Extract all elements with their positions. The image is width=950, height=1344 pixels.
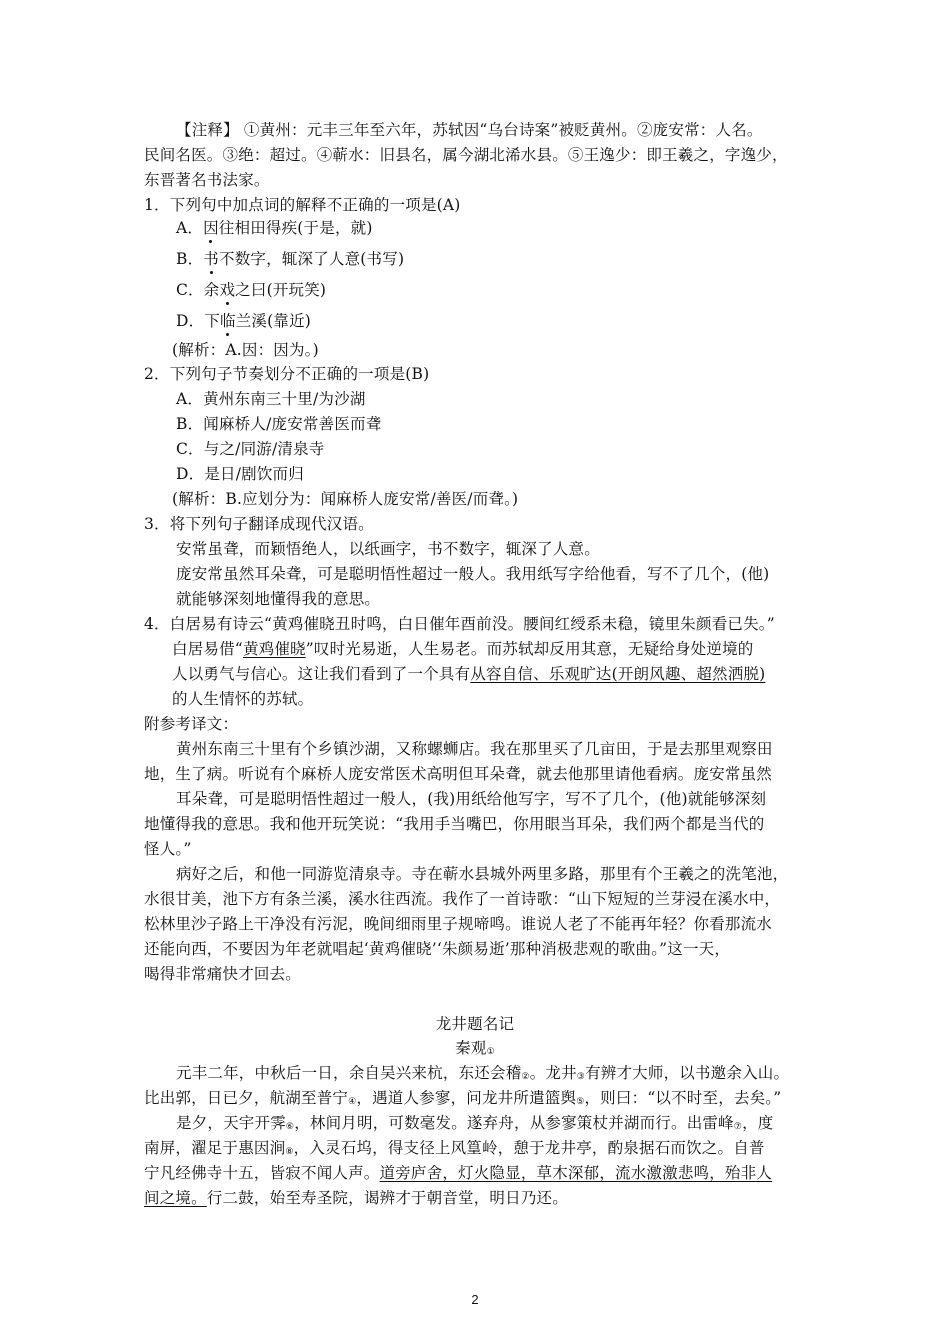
- dotted-word: 书: [203, 247, 219, 271]
- reference-line: 黄州东南三十里有个乡镇沙湖，又称螺蛳店。我在那里买了几亩田，于是去那里观察田: [176, 740, 773, 758]
- question-2-analysis: (解析：B.应划分为：闻麻桥人庞安常/善医/而聋。): [172, 490, 519, 508]
- essay-text: ，度: [742, 1114, 774, 1132]
- option-label: B．: [176, 250, 204, 268]
- reference-line: 水很甘美，池下方有条兰溪，溪水往西流。我作了一首诗歌：“山下短短的兰芽浸在溪水中，: [144, 890, 781, 908]
- page-number: 2: [471, 1292, 479, 1307]
- essay-line-2: [144, 1086, 781, 1114]
- note-line-3: 东晋著名书法家。: [144, 171, 270, 189]
- option-label: C．余: [176, 281, 220, 299]
- question-2-option-b: B．闻麻桥人/庞安常善医而聋: [176, 415, 382, 433]
- essay-text: ，林间月明，可数毫发。遂弃舟，从参寥策杖并湖而行。出雷峰: [294, 1114, 734, 1132]
- reference-line: 松林里沙子路上干净没有污泥，晚间细雨里子规啼鸣。谁说人老了不能再年轻？你看那流水: [144, 915, 773, 933]
- essay-text: 南屏，濯足于惠因涧: [144, 1139, 286, 1157]
- footnote-marker: ④: [348, 1097, 357, 1107]
- question-2-option-a: A．黄州东南三十里/为沙湖: [176, 390, 366, 408]
- essay-line-4: [144, 1136, 765, 1164]
- essay-line-3: [176, 1111, 773, 1139]
- question-4-answer-line-1: [172, 637, 753, 661]
- underlined-answer: 黄鸡催晓: [242, 640, 306, 658]
- option-text: 不数字，辄深了人意(书写): [219, 250, 405, 268]
- essay-text: 元丰二年，中秋后一日，余自吴兴来杭，东还会稽: [176, 1064, 522, 1082]
- reference-line: 病好之后，和他一同游览清泉寺。寺在蕲水县城外两里多路，那里有个王羲之的洗笔池，: [176, 865, 789, 883]
- essay-text: 是夕，天宇开霁: [176, 1114, 286, 1132]
- reference-line: 还能向西，不要因为年老就唱起‘黄鸡催晓’‘朱颜易逝’那种消极悲观的歌曲。”这一天，: [144, 940, 731, 958]
- essay-text: 比出郭，日已夕，航湖至普宁: [144, 1089, 349, 1107]
- question-3-stem: 3．将下列句子翻译成现代汉语。: [144, 515, 374, 533]
- question-1-analysis: (解析：A.因：因为。): [172, 341, 319, 359]
- essay-text: 。龙井: [529, 1064, 577, 1082]
- question-4-answer-line-3: 的人生情怀的苏轼。: [172, 690, 314, 708]
- reference-title: 附参考译文：: [144, 715, 239, 733]
- essay-text: 有辨才大师，以书邀余入山。: [585, 1064, 790, 1082]
- option-text: 兰溪(靠近): [235, 312, 312, 330]
- essay-text: 宁凡经佛寺十五，皆寂不闻人声。: [144, 1164, 380, 1182]
- essay-author: [0, 1036, 950, 1064]
- answer-text: 人以勇气与信心。这让我们看到了一个具有: [172, 665, 471, 683]
- option-text: 往相田得疾(于是，就): [218, 219, 373, 237]
- answer-text: ”叹时光易逝，人生易老。而苏轼却反用其意，无疑给身处逆境的: [305, 640, 754, 658]
- essay-text: 行二鼓，始至寿圣院，谒辨才于朝音堂，明日乃还。: [206, 1189, 568, 1207]
- footnote-marker: ③: [576, 1072, 586, 1082]
- question-2-option-c: C．与之/同游/清泉寺: [176, 440, 325, 458]
- footnote-marker: ⑦: [733, 1122, 743, 1132]
- author-name: 秦观: [455, 1039, 487, 1057]
- note-line-1: 【注释】 ①黄州：元丰三年至六年，苏轼因“乌台诗案”被贬黄州。②庞安常：人名。: [176, 121, 763, 139]
- question-3-answer-line-2: 就能够深刻地懂得我的意思。: [176, 590, 381, 608]
- question-4-answer-line-2: [172, 662, 765, 686]
- underlined-passage: 道旁庐舍，灯火隐显，草木深郁，流水激激悲鸣，殆非人: [379, 1164, 773, 1182]
- question-1-option-a: [176, 216, 373, 240]
- question-1-stem: 1．下列句中加点词的解释不正确的一项是(A): [144, 196, 461, 214]
- question-2-option-d: D．是日/剧饮而归: [176, 465, 304, 483]
- essay-line-1: [176, 1061, 789, 1089]
- essay-line-6: [144, 1186, 568, 1210]
- footnote-marker: ⑧: [285, 1147, 294, 1157]
- footnote-marker: ②: [521, 1072, 530, 1082]
- note-line-2: 民间名医。③绝：超过。④蕲水：旧县名，属今湖北浠水县。⑤王逸少：即王羲之，字逸少，: [144, 146, 788, 164]
- option-text: 之曰(开玩笑): [235, 281, 327, 299]
- answer-text: 白居易借“: [172, 640, 243, 658]
- essay-line-5: [144, 1161, 772, 1185]
- dotted-word: 临: [220, 309, 236, 333]
- question-4-stem: 4．白居易有诗云“黄鸡催晓丑时鸣，白日催年酉前没。腰间红绶系未稳，镜里朱颜看已失。”: [144, 615, 775, 633]
- essay-title: 龙井题名记: [435, 1015, 515, 1033]
- question-3-answer-line-1: 庞安常虽然耳朵聋，可是聪明悟性超过一般人。我用纸写字给他看，写不了几个，(他): [176, 565, 770, 583]
- reference-line: 地懂得我的意思。我和他开玩笑说：“我用手当嘴巴，你用眼当耳朵，我们两个都是当代的: [144, 815, 765, 833]
- question-1-option-c: [176, 278, 326, 302]
- underlined-passage: 间之境。: [144, 1189, 207, 1207]
- dotted-word: 戏: [219, 278, 235, 302]
- option-label: A．: [176, 219, 204, 237]
- footnote-marker: ⑥: [285, 1122, 295, 1132]
- reference-line: 喝得非常痛快才回去。: [144, 965, 302, 983]
- reference-line: 怪人。”: [144, 840, 192, 858]
- reference-line: 耳朵聋，可是聪明悟性超过一般人，(我)用纸给他写字，写不了几个，(他)就能够深刻: [176, 790, 767, 808]
- dotted-word: 因: [203, 216, 219, 240]
- question-2-stem: 2．下列句子节奏划分不正确的一项是(B): [144, 365, 430, 383]
- footnote-marker: ⑤: [576, 1097, 585, 1107]
- essay-text: ，入灵石坞，得支径上风篁岭，憩于龙井亭，酌泉据石而饮之。自普: [293, 1139, 765, 1157]
- question-1-option-d: [176, 309, 311, 333]
- essay-text: ，则曰：“以不时至，去矣。”: [584, 1089, 782, 1107]
- reference-line: 地，生了病。听说有个麻桥人庞安常医术高明但耳朵聋，就去他那里请他看病。庞安常虽然: [144, 765, 773, 783]
- question-1-option-b: [176, 247, 404, 271]
- question-3-original: 安常虽聋，而颖悟绝人，以纸画字，书不数字，辄深了人意。: [176, 540, 600, 558]
- footnote-marker: ①: [486, 1047, 495, 1057]
- option-label: D．下: [176, 312, 221, 330]
- essay-text: ，遇道人参寥，问龙井所遣篮舆: [356, 1089, 577, 1107]
- underlined-answer: 从容自信、乐观旷达(开朗风趣、超然洒脱): [470, 665, 766, 683]
